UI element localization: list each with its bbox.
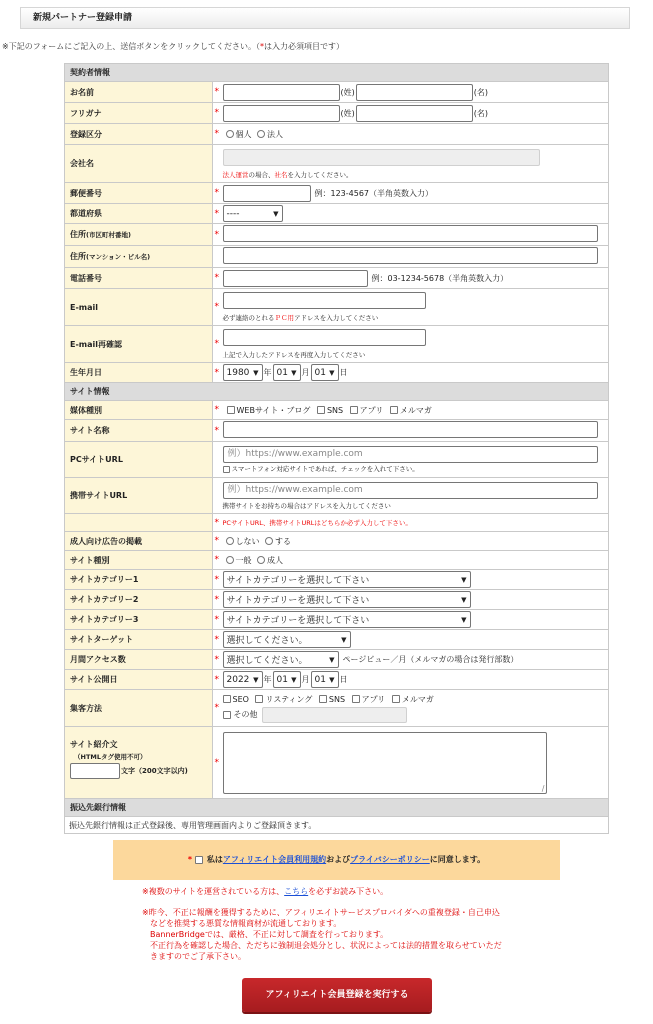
zip-example: 例：123-4567（半角英数入力） xyxy=(314,188,434,198)
label-cat3: サイトカテゴリー3 xyxy=(65,610,213,630)
chevron-down-icon: ▼ xyxy=(329,675,335,684)
chevron-down-icon: ▼ xyxy=(329,368,335,377)
section-bank: 振込先銀行情報 xyxy=(65,799,609,817)
open-month-select[interactable]: 01 ▼ xyxy=(273,671,301,688)
terms-agreement: * 私はアフィリエイト会員利用規約およびプライバシーポリシーに同意します。 xyxy=(113,840,560,880)
label-mobile-url: 携帯サイトURL xyxy=(65,478,213,514)
smartphone-checkbox[interactable] xyxy=(223,466,230,473)
tel-input[interactable] xyxy=(223,270,368,287)
radio-adult-no[interactable] xyxy=(226,537,234,545)
email-confirm-input[interactable] xyxy=(223,329,426,346)
company-input[interactable] xyxy=(223,149,540,166)
radio-general[interactable] xyxy=(226,556,234,564)
label-address1: 住所(市区町村番地) xyxy=(65,224,213,246)
multi-site-note: ※複数のサイトを運営されている方は、こちらを必ずお読み下さい。 xyxy=(142,887,389,896)
checkbox-app[interactable] xyxy=(350,406,358,414)
email-hint: 必ず連絡のとれるＰＣ用アドレスを入力してください xyxy=(222,314,379,322)
checkbox-other[interactable] xyxy=(223,711,231,719)
checkbox-promo-mailmag[interactable] xyxy=(392,695,400,703)
chevron-down-icon: ▼ xyxy=(461,575,467,584)
label-tel: 電話番号 xyxy=(65,268,213,289)
checkbox-promo-sns[interactable] xyxy=(319,695,327,703)
label-open-date: サイト公開日 xyxy=(65,670,213,690)
checkbox-promo-app[interactable] xyxy=(352,695,360,703)
terms-link[interactable]: アフィリエイト会員利用規約 xyxy=(222,855,327,864)
birth-day-select[interactable]: 01 ▼ xyxy=(311,364,339,381)
first-name-kana-input[interactable] xyxy=(356,105,473,122)
email-input[interactable] xyxy=(223,292,426,309)
label-name: お名前 xyxy=(65,82,213,103)
last-name-kana-input[interactable] xyxy=(223,105,340,122)
address2-input[interactable] xyxy=(223,247,598,264)
submit-button[interactable]: アフィリエイト会員登録を実行する xyxy=(242,978,432,1012)
label-cat2: サイトカテゴリー2 xyxy=(65,590,213,610)
label-adult-ad: 成人向け広告の掲載 xyxy=(65,532,213,551)
char-counter-input[interactable] xyxy=(70,763,120,779)
label-reg-type: 登録区分 xyxy=(65,124,213,145)
chevron-down-icon: ▼ xyxy=(461,615,467,624)
bank-note: 振込先銀行情報は正式登録後、専用管理画面内よりご登録頂きます。 xyxy=(65,817,609,834)
target-select[interactable]: 選択してください。 ▼ xyxy=(223,631,351,648)
chevron-down-icon: ▼ xyxy=(273,209,279,218)
radio-adult-yes[interactable] xyxy=(265,537,273,545)
label-zip: 郵便番号 xyxy=(65,183,213,204)
category2-select[interactable]: サイトカテゴリーを選択して下さい ▼ xyxy=(223,591,471,608)
site-name-input[interactable] xyxy=(223,421,598,438)
label-cat1: サイトカテゴリー1 xyxy=(65,570,213,590)
zip-input[interactable] xyxy=(223,185,311,202)
mobile-url-input[interactable]: 例）https://www.example.com xyxy=(223,482,598,499)
label-birth: 生年月日 xyxy=(65,363,213,383)
birth-month-select[interactable]: 01 ▼ xyxy=(273,364,301,381)
open-year-select[interactable]: 2022 ▼ xyxy=(223,671,263,688)
chevron-down-icon: ▼ xyxy=(329,655,335,664)
label-target: サイトターゲット xyxy=(65,630,213,650)
checkbox-web[interactable] xyxy=(227,406,235,414)
url-required-note: PCサイトURL、携帯サイトURLはどちらか必ず入力して下さい。 xyxy=(222,519,412,527)
page-title: 新規パートナー登録申請 xyxy=(20,7,630,29)
fraud-warning: ※昨今、不正に報酬を獲得するために、アフィリエイトサービスプロバイダへの重複登録・自己申込 などを推奨する悪質な情報商材が流通しております。 BannerBridgeでは、厳格、不正に対して調査を行っております。 不正行為を確認した場合、ただちに強制退会処分とし、状況によっては法的措置を取らせていただ きますのでご了承下さい。 xyxy=(142,908,502,961)
chevron-down-icon: ▼ xyxy=(253,675,259,684)
birth-year-select[interactable]: 1980 ▼ xyxy=(223,364,263,381)
tel-example: 例：03-1234-5678（半角英数入力） xyxy=(371,273,509,283)
multi-site-link[interactable]: こちら xyxy=(284,887,309,896)
chevron-down-icon: ▼ xyxy=(341,635,347,644)
label-furigana: フリガナ xyxy=(65,103,213,124)
company-hint: 法人運営の場合、社名を入力してください。 xyxy=(222,170,353,179)
checkbox-listing[interactable] xyxy=(255,695,263,703)
prefecture-select[interactable]: ---- ▼ xyxy=(223,205,283,222)
label-pc-url: PCサイトURL xyxy=(65,442,213,478)
registration-form: 契約者情報 お名前 * (姓) (名) フリガナ * (姓) (名) 登録区分 * 個人 法人 会社名 法人運営の場合、社名を入力してください。 郵便番号 * 例：123-4567（半角英数入力） 都道府県 * ---- ▼ 住所(市区町村番地) * 住所(マンション・ビル名) 電話番号 * 例：03-1234-5678（半角英数入力） E-mail * 必ず連絡のとれるＰＣ用アドレスを入力してください E-mail再確認 * 上記で入力したアドレスを再度入力してください 生年月日 * 1980 ▼ 年 01 ▼ 月 01 ▼ 日 サイト情報 媒体種別 * WEBサイト・ブログ SNS アプリ メルマガ サイト名称 * PCサイトURL 例）https://www.example.com スマートフォン対応サイトであれば、チェックを入れて下さい。 携帯サイトURL 例）https://www.example.com 携帯サイトをお持ちの場合はアドレスを入力してください * PCサイトURL、携帯サイトURLはどちらか必ず入力して下さい。 成人向け広告の掲載 * しない する サイト種別 * 一般 成人 サイトカテゴリー1 * サイトカテゴリーを選択して下さい ▼ サイトカテゴリー2 * サイトカテゴリーを選択して下さい ▼ サイトカテゴリー3 * サイトカテゴリーを選択して下さい ▼ サイトターゲット * 選択してください。 ▼ 月間アクセス数 * 選択してください。 ▼ ページビュー／月（メルマガの場合は発行部数） サイト公開日 * 2022 ▼ 年 01 ▼ 月 01 ▼ 日 集客方法 * SEO リスティング SNS アプリ メルマガ その他 サイト紹介文 （HTMLタグ使用不可） 文字（200文字以内) * ∕ 振込先銀行情報 振込先銀行情報は正式登録後、専用管理画面内よりご登録頂きます。 xyxy=(64,63,609,834)
label-access: 月間アクセス数 xyxy=(65,650,213,670)
label-email: E-mail xyxy=(65,289,213,326)
label-address2: 住所(マンション・ビル名) xyxy=(65,246,213,268)
label-pref: 都道府県 xyxy=(65,204,213,224)
pc-url-input[interactable]: 例）https://www.example.com xyxy=(223,446,598,463)
checkbox-mailmag[interactable] xyxy=(390,406,398,414)
last-name-input[interactable] xyxy=(223,84,340,101)
checkbox-sns[interactable] xyxy=(317,406,325,414)
mobile-url-hint: 携帯サイトをお持ちの場合はアドレスを入力してください xyxy=(222,501,391,510)
intro-textarea[interactable] xyxy=(223,732,547,794)
label-site-type: サイト種別 xyxy=(65,551,213,570)
chevron-down-icon: ▼ xyxy=(253,368,259,377)
resize-grip-icon: ∕ xyxy=(541,783,545,793)
email-confirm-hint: 上記で入力したアドレスを再度入力してください xyxy=(222,351,366,359)
required-mark: * xyxy=(213,82,221,103)
access-select[interactable]: 選択してください。 ▼ xyxy=(223,651,339,668)
section-site: サイト情報 xyxy=(65,383,609,401)
address1-input[interactable] xyxy=(223,225,598,242)
label-site-name: サイト名称 xyxy=(65,420,213,442)
other-input[interactable] xyxy=(262,707,407,723)
first-name-input[interactable] xyxy=(356,84,473,101)
label-intro-text: サイト紹介文 （HTMLタグ使用不可） 文字（200文字以内) xyxy=(65,727,213,799)
label-media: 媒体種別 xyxy=(65,401,213,420)
section-contract: 契約者情報 xyxy=(65,64,609,82)
agree-checkbox[interactable] xyxy=(195,856,203,864)
open-day-select[interactable]: 01 ▼ xyxy=(311,671,339,688)
chevron-down-icon: ▼ xyxy=(461,595,467,604)
label-company: 会社名 xyxy=(65,145,213,183)
radio-corporate[interactable] xyxy=(257,130,265,138)
intro-text: ※下記のフォームにご記入の上、送信ボタンをクリックしてください。（*は入力必須項目です） xyxy=(2,42,344,51)
label-promo: 集客方法 xyxy=(65,690,213,727)
checkbox-seo[interactable] xyxy=(223,695,231,703)
chevron-down-icon: ▼ xyxy=(291,675,297,684)
radio-individual[interactable] xyxy=(226,130,234,138)
chevron-down-icon: ▼ xyxy=(291,368,297,377)
label-email-confirm: E-mail再確認 xyxy=(65,326,213,363)
category3-select[interactable]: サイトカテゴリーを選択して下さい ▼ xyxy=(223,611,471,628)
category1-select[interactable]: サイトカテゴリーを選択して下さい ▼ xyxy=(223,571,471,588)
privacy-link[interactable]: プライバシーポリシー xyxy=(350,855,430,864)
radio-adult[interactable] xyxy=(257,556,265,564)
